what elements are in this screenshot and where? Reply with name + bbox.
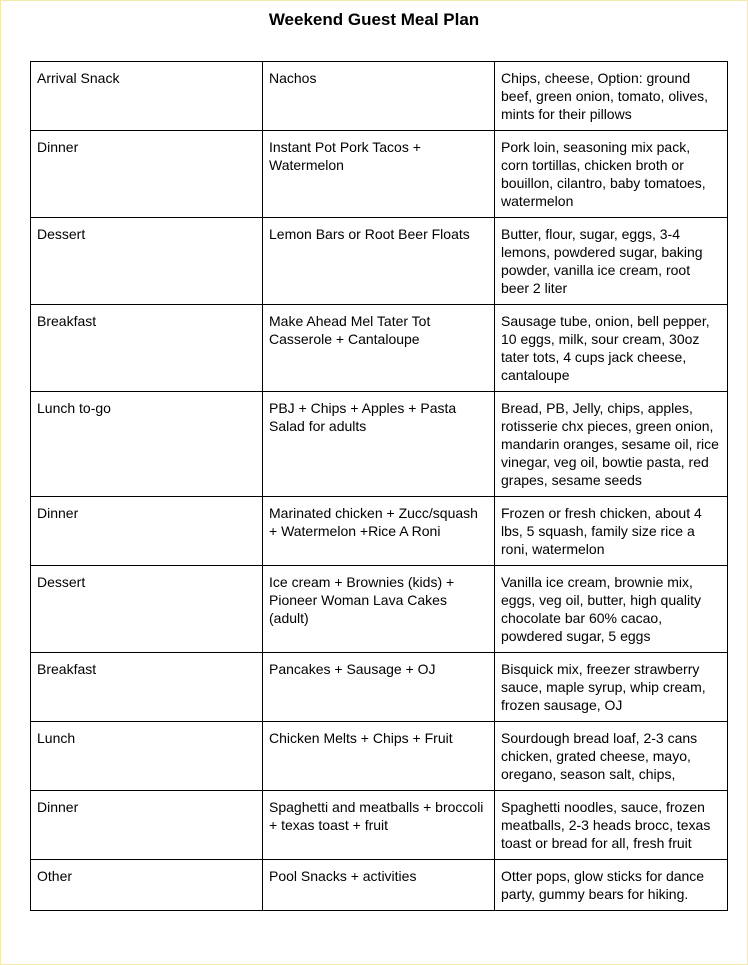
table-row — [31, 722, 728, 791]
ingredients-cell: Vanilla ice cream, brownie mix, eggs, veg oil, butter, high quality chocolate bar 60% cacao, powdered sugar, 5 eggs — [495, 566, 728, 653]
menu-cell: Marinated chicken + Zucc/squash + Watermelon +Rice A Roni — [263, 497, 495, 566]
meal-cell: Other — [31, 860, 263, 911]
table-row — [31, 62, 728, 131]
ingredients-cell: Sausage tube, onion, bell pepper, 10 eggs, milk, sour cream, 30oz tater tots, 4 cups jack cheese, cantaloupe — [495, 305, 728, 392]
meal-cell: Breakfast — [31, 653, 263, 722]
meal-cell: Dinner — [31, 497, 263, 566]
meal-cell: Breakfast — [31, 305, 263, 392]
table-row — [31, 860, 728, 911]
document-title: Weekend Guest Meal Plan — [268, 10, 480, 29]
table-row — [31, 497, 728, 566]
ingredients-cell: Pork loin, seasoning mix pack, corn tortillas, chicken broth or bouillon, cilantro, baby tomatoes, watermelon — [495, 131, 728, 218]
table-row — [31, 305, 728, 392]
meal-cell: Dessert — [31, 566, 263, 653]
table-row — [31, 653, 728, 722]
menu-cell: Pool Snacks + activities — [263, 860, 495, 911]
ingredients-cell: Otter pops, glow sticks for dance party, gummy bears for hiking. — [495, 860, 728, 911]
ingredients-cell: Bisquick mix, freezer strawberry sauce, maple syrup, whip cream, frozen sausage, OJ — [495, 653, 728, 722]
menu-cell: Lemon Bars or Root Beer Floats — [263, 218, 495, 305]
menu-cell: Nachos — [263, 62, 495, 131]
menu-cell: Pancakes + Sausage + OJ — [263, 653, 495, 722]
meal-cell: Dinner — [31, 791, 263, 860]
menu-cell: Chicken Melts + Chips + Fruit — [263, 722, 495, 791]
ingredients-cell: Sourdough bread loaf, 2-3 cans chicken, grated cheese, mayo, oregano, season salt, chips, — [495, 722, 728, 791]
menu-cell: Make Ahead Mel Tater Tot Casserole + Cantaloupe — [263, 305, 495, 392]
ingredients-cell: Chips, cheese, Option: ground beef, green onion, tomato, olives, mints for their pillows — [495, 62, 728, 131]
table-row — [31, 392, 728, 497]
menu-cell: Spaghetti and meatballs + broccoli + texas toast + fruit — [263, 791, 495, 860]
meal-cell: Dinner — [31, 131, 263, 218]
table-row — [31, 218, 728, 305]
table-row — [31, 791, 728, 860]
meal-cell: Dessert — [31, 218, 263, 305]
ingredients-cell: Bread, PB, Jelly, chips, apples, rotisserie chx pieces, green onion, mandarin oranges, sesame oil, rice vinegar, veg oil, bowtie pasta, red grapes, sesame seeds — [495, 392, 728, 497]
menu-cell: Instant Pot Pork Tacos + Watermelon — [263, 131, 495, 218]
meal-cell: Lunch to-go — [31, 392, 263, 497]
meal-plan-table — [30, 61, 728, 911]
menu-cell: PBJ + Chips + Apples + Pasta Salad for adults — [263, 392, 495, 497]
ingredients-cell: Frozen or fresh chicken, about 4 lbs, 5 squash, family size rice a roni, watermelon — [495, 497, 728, 566]
meal-cell: Lunch — [31, 722, 263, 791]
table-row — [31, 566, 728, 653]
menu-cell: Ice cream + Brownies (kids) + Pioneer Woman Lava Cakes (adult) — [263, 566, 495, 653]
table-row — [31, 131, 728, 218]
ingredients-cell: Butter, flour, sugar, eggs, 3-4 lemons, powdered sugar, baking powder, vanilla ice cream, root beer 2 liter — [495, 218, 728, 305]
meal-cell: Arrival Snack — [31, 62, 263, 131]
ingredients-cell: Spaghetti noodles, sauce, frozen meatballs, 2-3 heads brocc, texas toast or bread for all, fresh fruit — [495, 791, 728, 860]
